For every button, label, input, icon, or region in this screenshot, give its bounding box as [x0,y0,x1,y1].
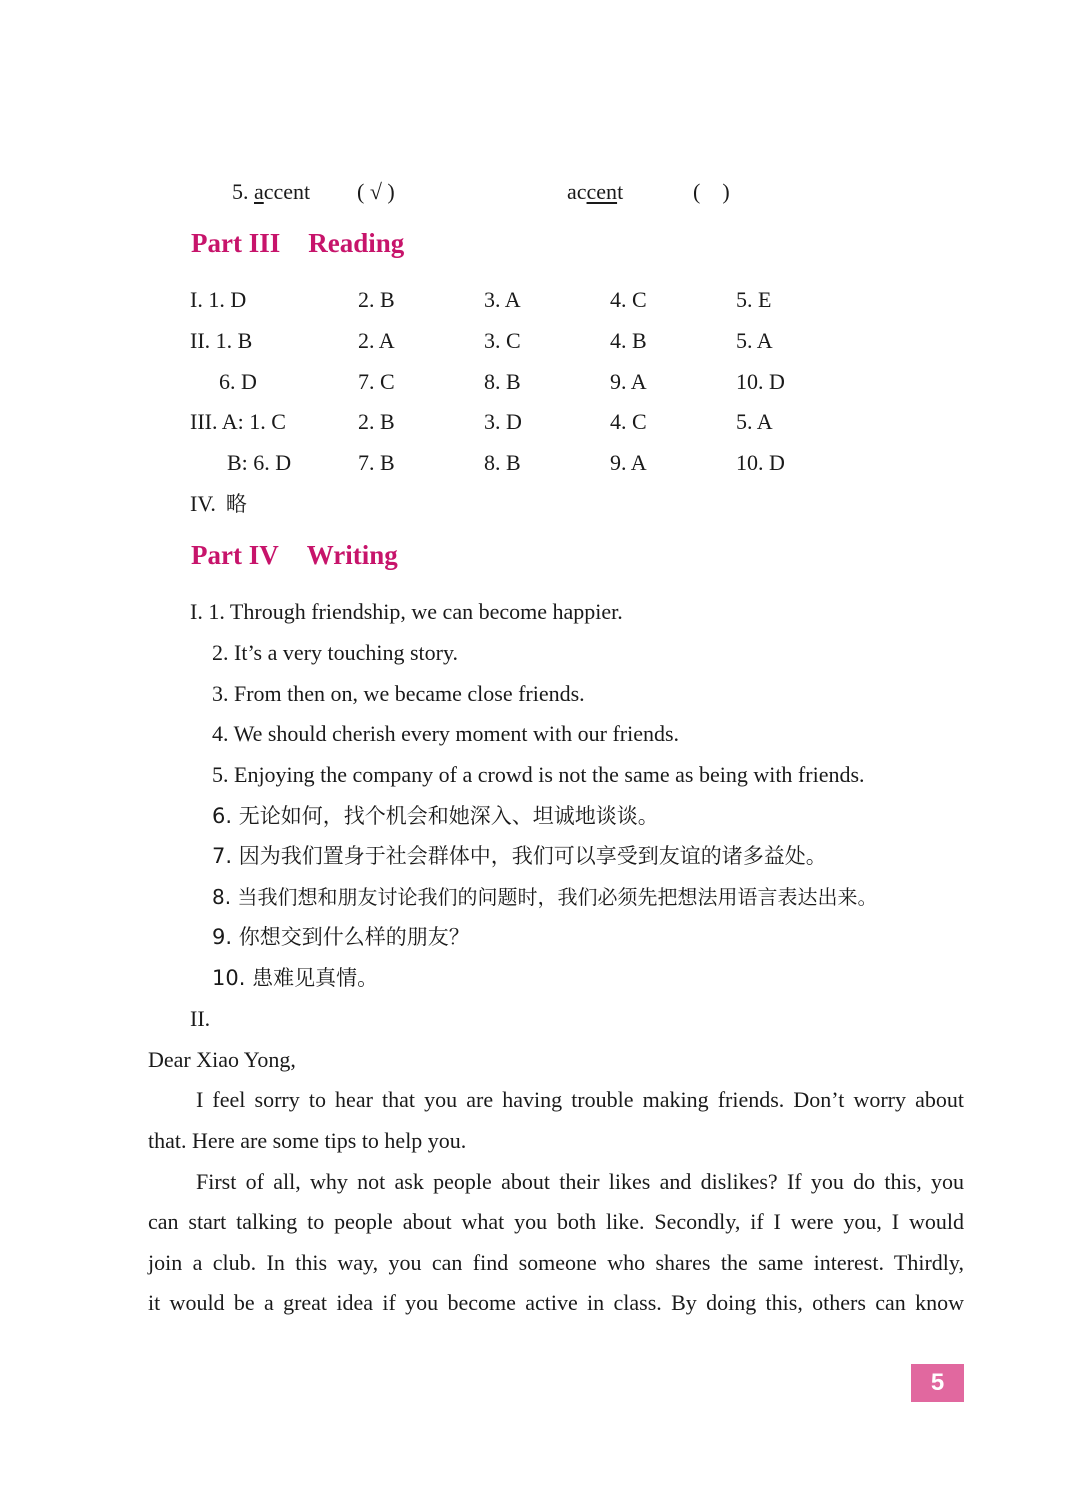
word-rest: ccent [263,179,311,204]
writing-item-chinese: 10. 患难见真情。 [212,966,379,990]
answer-row [0,409,1084,435]
answer-cell: 9. A [610,450,647,475]
row-label: II. 1. B [190,328,253,353]
answer-cell: 4. C [610,287,647,312]
check-mark-answer: ( √ ) [357,179,395,204]
section-iv-answer [190,491,247,517]
row-label: 6. D [219,369,257,394]
underlined-letters: a [254,179,264,204]
word-start: ac [567,179,587,204]
answer-row [0,450,1084,476]
writing-item: 2. It’s a very touching story. [212,640,459,665]
answer-cell: 3. D [484,409,522,434]
writing-i-first-line [190,599,623,625]
writing-item-chinese: 7. 因为我们置身于社会群体中，我们可以享受到友谊的诸多益处。 [212,844,827,868]
phonetics-item-5 [232,179,310,205]
letter-line: join a club. In this way, you can find someone who shares the same interest. Thirdly, [148,1250,964,1275]
answer-cell: 5. A [736,328,773,353]
part-label: Part IV [191,540,279,570]
answer-cell: 2. A [358,328,395,353]
writing-item: 3. From then on, we became close friends. [212,681,585,706]
iv-label: IV. [190,491,216,516]
row-label: B: 6. D [227,450,292,475]
answer-cell: 4. B [610,328,647,353]
answer-cell: 3. C [484,328,521,353]
answer-cell: 7. B [358,450,395,475]
word-end: t [617,179,624,204]
row-label: III. A: 1. C [190,409,286,434]
writing-item-chinese: 9. 你想交到什么样的朋友？ [212,925,470,949]
answer-cell: 4. C [610,409,647,434]
page-number-badge: 5 [911,1364,964,1402]
answer-cell: 8. B [484,450,521,475]
empty-answer-bracket: ( ) [693,179,730,204]
part-title: Writing [306,540,398,570]
writing-item-chinese: 6. 无论如何，找个机会和她深入、坦诚地谈谈。 [212,804,659,828]
answer-cell: 8. B [484,369,521,394]
answer-cell: 3. A [484,287,521,312]
writing-item: 5. Enjoying the company of a crowd is not the same as being with friends. [212,762,865,787]
row-label: I. 1. D [190,287,247,312]
ii-label: II. [190,1006,211,1031]
letter-line: that. Here are some tips to help you. [148,1128,467,1153]
underlined-letters: cen [586,179,618,204]
answer-cell: 5. A [736,409,773,434]
writing-item-chinese: 8. 当我们想和朋友讨论我们的问题时，我们必须先把想法用语言表达出来。 [212,885,878,909]
part-title: Reading [308,228,405,258]
iv-text: 略 [225,492,247,516]
answer-row [0,328,1084,354]
writing-item: 4. We should cherish every moment with our friends. [212,721,680,746]
letter-line: can start talking to people about what you both like. Secondly, if I were you, I would [148,1209,964,1234]
phonetics-word-2 [567,179,623,205]
item-number: 5. [232,179,254,204]
answer-cell: 10. D [736,369,785,394]
letter-salutation: Dear Xiao Yong, [148,1047,296,1072]
part-label: Part III [191,228,281,258]
answer-cell: 9. A [610,369,647,394]
letter-line: I feel sorry to hear that you are having trouble making friends. Don’t worry about [196,1087,964,1112]
answer-cell: 10. D [736,450,785,475]
part3-heading [191,227,404,259]
letter-line: First of all, why not ask people about their likes and dislikes? If you do this, you [196,1169,964,1194]
part4-heading [191,539,398,571]
letter-line: it would be a great idea if you become active in class. By doing this, others can know [148,1290,964,1315]
answer-cell: 2. B [358,409,395,434]
writing-item: 1. Through friendship, we can become happier. [208,599,623,624]
answer-cell: 7. C [358,369,395,394]
answer-row [0,369,1084,395]
answer-row [0,287,1084,313]
answer-cell: 5. E [736,287,772,312]
answer-cell: 2. B [358,287,395,312]
i-label: I. [190,599,203,624]
